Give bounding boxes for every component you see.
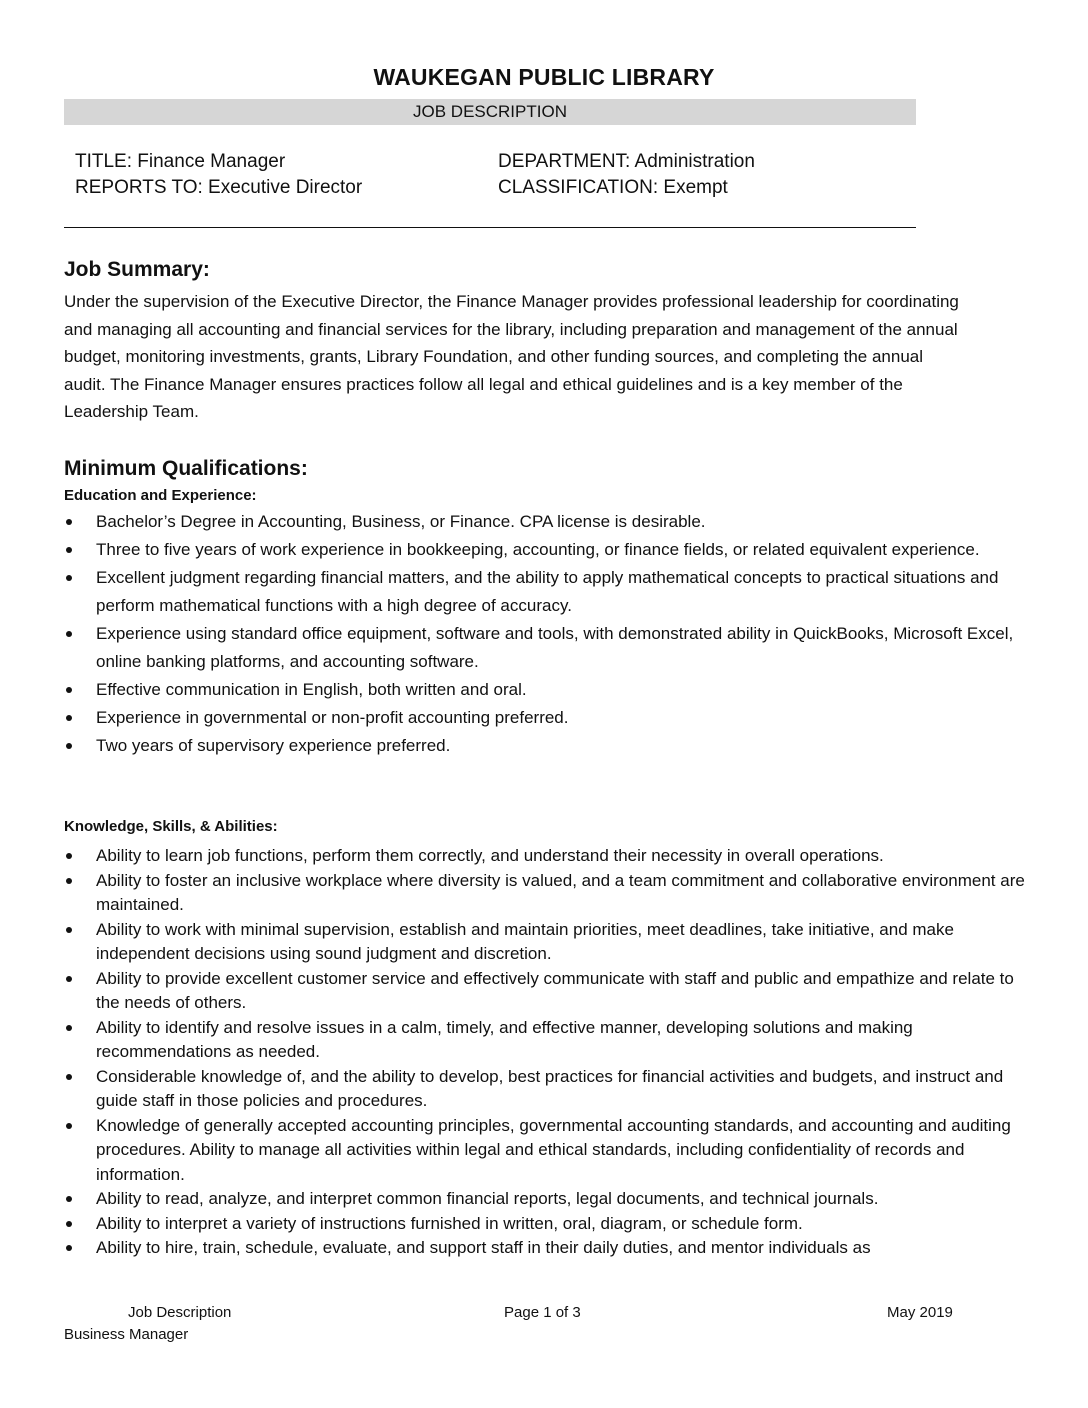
list-item: Ability to provide excellent customer service and effectively communicate with staff and public and empathize and relate to the needs of others.: [64, 967, 1034, 1016]
list-item: Ability to read, analyze, and interpret common financial reports, legal documents, and technical journals.: [64, 1187, 1034, 1212]
job-summary-heading: Job Summary:: [64, 258, 210, 281]
summary-line: and managing all accounting and financial services for the library, including preparation and management of the annual: [64, 319, 958, 339]
summary-line: Leadership Team.: [64, 402, 199, 421]
footer-page-number: Page 1 of 3: [504, 1304, 581, 1321]
meta-classification: CLASSIFICATION: Exempt: [498, 177, 728, 198]
meta-title: TITLE: Finance Manager: [75, 151, 286, 172]
ksa-heading: Knowledge, Skills, & Abilities:: [64, 818, 278, 835]
list-item: Ability to hire, train, schedule, evaluate, and support staff in their daily duties, and mentor individuals as: [64, 1236, 1034, 1261]
education-heading: Education and Experience:: [64, 487, 257, 504]
list-item: Bachelor’s Degree in Accounting, Business, or Finance. CPA license is desirable.: [64, 508, 1034, 536]
footer-date: May 2019: [887, 1304, 953, 1321]
list-item: Ability to identify and resolve issues in a calm, timely, and effective manner, developing solutions and making recommendations as needed.: [64, 1016, 1034, 1065]
footer-doc-label: Job Description: [128, 1304, 232, 1321]
footer-position-label: Business Manager: [64, 1326, 189, 1343]
org-name: WAUKEGAN PUBLIC LIBRARY: [373, 64, 715, 90]
list-item: Three to five years of work experience in bookkeeping, accounting, or finance fields, or related equivalent experience.: [64, 536, 1034, 564]
meta-department: DEPARTMENT: Administration: [498, 151, 755, 172]
list-item: Experience using standard office equipment, software and tools, with demonstrated ability in QuickBooks, Microsoft Excel, online banking platforms, and accounting software.: [64, 620, 1034, 676]
education-list: [64, 508, 1034, 760]
list-item: Effective communication in English, both written and oral.: [64, 676, 1034, 704]
list-item: Knowledge of generally accepted accounting principles, governmental accounting standards, and accounting and auditing procedures. Ability to manage all activities within legal and ethical standards, including confidentiality of records and information.: [64, 1114, 1034, 1188]
summary-line: budget, monitoring investments, grants, Library Foundation, and other funding sources, and completing the annual: [64, 347, 924, 366]
ksa-list: [64, 844, 1034, 1261]
summary-line: audit. The Finance Manager ensures practices follow all legal and ethical guidelines and is a key member of the: [64, 374, 903, 394]
list-item: Ability to interpret a variety of instructions furnished in written, oral, diagram, or schedule form.: [64, 1212, 1034, 1237]
list-item: Excellent judgment regarding financial matters, and the ability to apply mathematical concepts to practical situations and perform mathematical functions with a high degree of accuracy.: [64, 564, 1034, 620]
list-item: Two years of supervisory experience preferred.: [64, 732, 1034, 760]
header-divider: [64, 227, 916, 228]
list-item: Considerable knowledge of, and the ability to develop, best practices for financial activities and budgets, and instruct and guide staff in those policies and procedures.: [64, 1065, 1034, 1114]
list-item: Ability to learn job functions, perform them correctly, and understand their necessity in overall operations.: [64, 844, 1034, 869]
summary-line: Under the supervision of the Executive Director, the Finance Manager provides professional leadership for coordinating: [64, 292, 959, 311]
list-item: Ability to work with minimal supervision, establish and maintain priorities, meet deadlines, take initiative, and make independent decisions using sound judgment and discretion.: [64, 918, 1034, 967]
job-summary-text: [64, 288, 1044, 426]
min-qualifications-heading: Minimum Qualifications:: [64, 457, 308, 480]
meta-reports-to: REPORTS TO: Executive Director: [75, 177, 363, 198]
list-item: Ability to foster an inclusive workplace where diversity is valued, and a team commitment and collaborative environment are maintained.: [64, 869, 1034, 918]
doc-type-band: JOB DESCRIPTION: [64, 99, 916, 125]
list-item: Experience in governmental or non-profit accounting preferred.: [64, 704, 1034, 732]
